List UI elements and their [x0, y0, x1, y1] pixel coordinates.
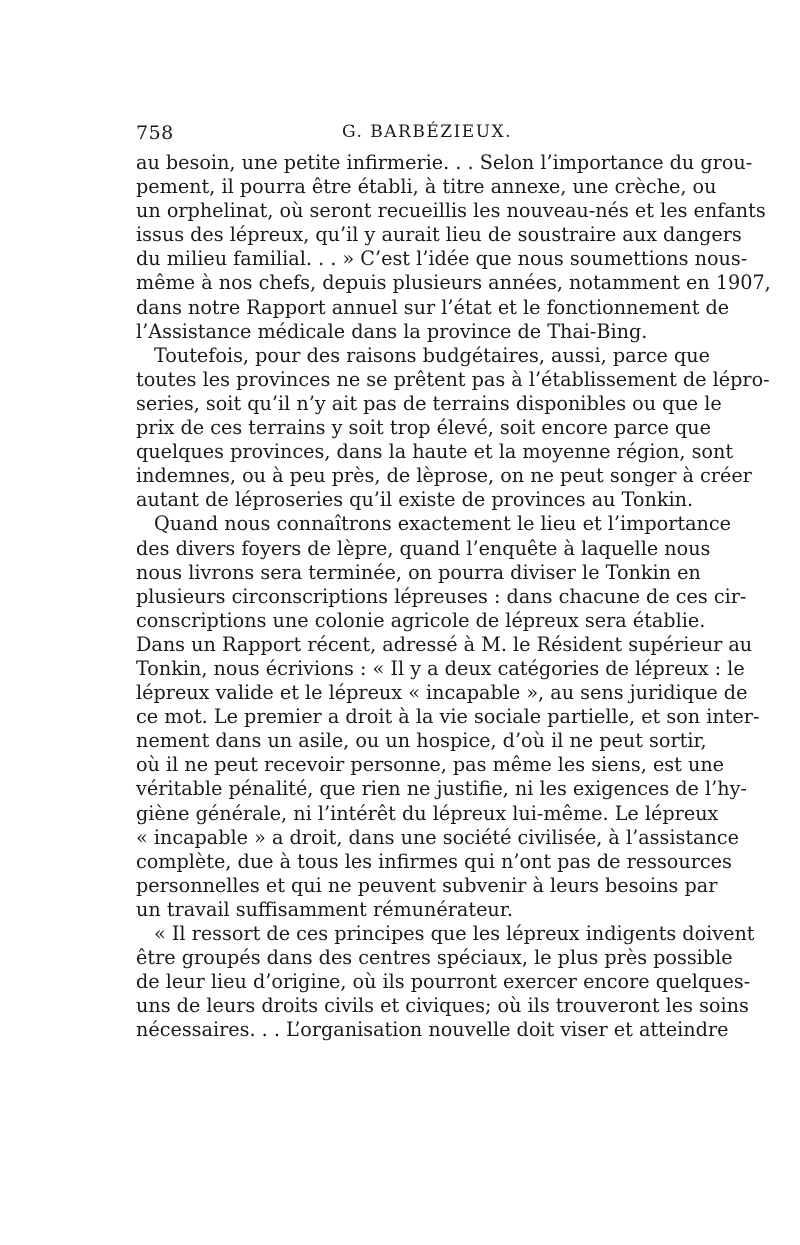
text-line: de leur lieu d’origine, où ils pourront exercer encore quelques- — [136, 970, 751, 994]
text-line: toutes les provinces ne se prêtent pas à l’établissement de lépro- — [136, 367, 770, 391]
text-line: issus des lépreux, qu’il y aurait lieu de soustraire aux dangers — [136, 223, 742, 247]
text-line: au besoin, une petite infirmerie. . . Selon l’importance du grou- — [136, 151, 753, 174]
text-line: « Il ressort de ces principes que les lépreux indigents doivent — [154, 922, 755, 945]
text-line: Quand nous connaîtrons exactement le lieu et l’importance — [154, 512, 731, 536]
text-line: dans notre Rapport annuel sur l’état et le fonctionnement de — [136, 295, 730, 319]
text-line: series, soit qu’il n’y ait pas de terrains disponibles ou que le — [136, 391, 722, 415]
text-line: du milieu familial. . . » C’est l’idée que nous soumettions nous- — [136, 247, 748, 271]
text-line: l’Assistance médicale dans la province de Thai-Bing. — [136, 319, 648, 343]
text-line: même à nos chefs, depuis plusieurs années, notamment en 1907, — [136, 271, 771, 295]
text-line: véritable pénalité, que rien ne justifie, ni les exigences de l’hy- — [136, 777, 747, 801]
text-line: lépreux valide et le lépreux « incapable », au sens juridique de — [136, 681, 748, 705]
text-line: « incapable » a droit, dans une société civilisée, à l’assistance — [136, 825, 739, 849]
text-line: prix de ces terrains y soit trop élevé, soit encore parce que — [136, 416, 711, 440]
text-line: giène générale, ni l’intérêt du lépreux lui-même. Le lépreux — [136, 801, 719, 825]
text-line: autant de léproseries qu’il existe de provinces au Tonkin. — [136, 488, 694, 512]
text-line: plusieurs circonscriptions lépreuses : dans chacune de ces cir- — [136, 584, 747, 608]
text-line: ce mot. Le premier a droit à la vie sociale partielle, et son inter- — [136, 705, 760, 729]
text-line: Tonkin, nous écrivions : « Il y a deux catégories de lépreux : le — [136, 656, 745, 680]
text-line: un travail suffisamment rémunérateur. — [136, 897, 513, 921]
running-head — [136, 122, 684, 144]
text-line: nous livrons sera terminée, on pourra diviser le Tonkin en — [136, 560, 701, 584]
text-line: nement dans un asile, ou un hospice, d’où il ne peut sortir, — [136, 729, 707, 753]
text-line: conscriptions une colonie agricole de lépreux sera établie. — [136, 608, 706, 632]
text-line: personnelles et qui ne peuvent subvenir à leurs besoins par — [136, 873, 718, 897]
text-line: Toutefois, pour des raisons budgétaires, aussi, parce que — [154, 343, 710, 367]
text-line: nécessaires. . . L’organisation nouvelle doit viser et atteindre — [136, 1018, 729, 1042]
body-text — [136, 151, 771, 1042]
text-line: un orphelinat, où seront recueillis les nouveau-nés et les enfants — [136, 199, 766, 223]
text-line: être groupés dans des centres spéciaux, le plus près possible — [136, 946, 733, 970]
text-line: des divers foyers de lèpre, quand l’enquête à laquelle nous — [136, 536, 711, 560]
text-line: quelques provinces, dans la haute et la moyenne région, sont — [136, 440, 734, 464]
text-line: complète, due à tous les infirmes qui n’ont pas de ressources — [136, 849, 732, 873]
text-line: indemnes, ou à peu près, de lèprose, on ne peut songer à créer — [136, 464, 752, 488]
text-line: Dans un Rapport récent, adressé à M. le Résident supérieur au — [136, 632, 753, 656]
text-line: uns de leurs droits civils et civiques; où ils trouveront les soins — [136, 994, 749, 1018]
running-title: G. BARBÉZIEUX. — [342, 122, 513, 142]
text-line: pement, il pourra être établi, à titre annexe, une crèche, ou — [136, 175, 717, 199]
text-line: où il ne peut recevoir personne, pas même les siens, est une — [136, 753, 725, 777]
page-number: 758 — [136, 122, 174, 144]
